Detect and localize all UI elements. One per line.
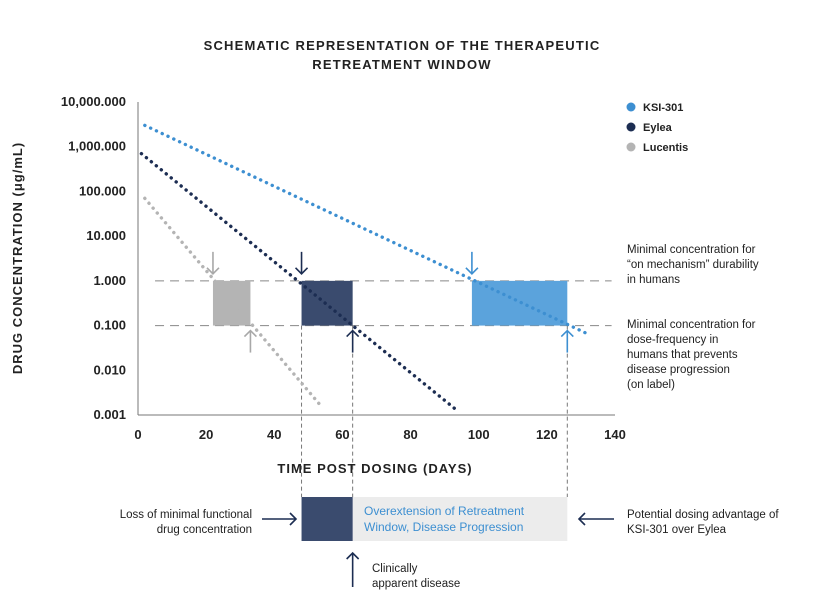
overextension-text-line-0: Overextension of Retreatment [364,504,525,518]
marker-arrow-down-4 [466,252,478,274]
bottom-note-line-1: apparent disease [372,578,461,590]
bottom-panel [120,497,780,590]
reference-annotation-1-line-2: humans that prevents [627,349,738,361]
series-line-lucentis [145,198,322,407]
x-tick-label-4: 80 [403,427,418,442]
legend-label-lucentis: Lucentis [643,142,689,154]
y-tick-label-2: 100.000 [79,183,126,199]
marker-arrow-down-2 [296,252,308,274]
chart-title-line-1: SCHEMATIC REPRESENTATION OF THE THERAPEUTIC [203,38,601,53]
x-tick-label-0: 0 [134,427,142,442]
y-tick-label-5: 0.100 [93,317,126,333]
legend [627,102,689,154]
marker-arrow-down-0 [207,252,219,274]
y-tick-label-6: 0.010 [93,362,126,378]
clinical-disease-arrow [347,553,359,587]
reference-annotation-0-line-0: Minimal concentration for [627,244,756,256]
right-note-arrow [579,513,614,525]
x-tick-label-2: 40 [267,427,282,442]
x-tick-label-3: 60 [335,427,350,442]
x-axis-label: TIME POST DOSING (DAYS) [277,461,473,476]
x-tick-label-6: 120 [536,427,558,442]
reference-annotation-0-line-1: “on mechanism” durability [627,259,759,271]
reference-annotation-1-line-0: Minimal concentration for [627,319,756,331]
x-tick-labels [134,427,625,442]
series-line-eylea [141,154,458,412]
legend-label-eylea: Eylea [643,122,672,134]
left-note-arrow [262,513,296,525]
left-note-line-1: drug concentration [156,524,252,536]
bottom-note-line-0: Clinically [372,563,418,575]
y-tick-label-4: 1.000 [93,272,126,288]
y-axis-label: DRUG CONCENTRATION (μg/mL) [10,141,25,375]
right-note-line-0: Potential dosing advantage of [627,509,779,521]
window-blocks [213,281,567,326]
overextension-text-line-1: Window, Disease Progression [364,520,524,534]
series-line-ksi-301 [145,125,588,334]
reference-annotation-1-line-3: disease progression [627,364,730,376]
reference-annotation-1-line-1: dose-frequency in [627,334,719,346]
y-tick-labels [61,94,126,422]
reference-annotation-0-line-2: in humans [627,274,681,286]
right-note-line-1: KSI-301 over Eylea [627,524,727,536]
eylea-loss-block [302,497,353,541]
y-tick-label-1: 1,000.000 [68,138,126,154]
legend-marker-lucentis [627,143,636,152]
x-tick-label-1: 20 [198,427,214,442]
x-tick-label-5: 100 [467,427,490,442]
left-note-line-0: Loss of minimal functional [119,509,252,521]
reference-annotation-1-line-4: (on label) [627,379,675,391]
legend-marker-ksi-301 [627,103,636,112]
reference-annotations [627,244,759,391]
legend-label-ksi-301: KSI-301 [643,102,684,114]
marker-arrow-up-5 [561,331,573,353]
legend-marker-eylea [627,123,636,132]
y-tick-label-3: 10.000 [86,228,126,244]
marker-arrow-up-3 [347,331,359,353]
chart-title-line-2: RETREATMENT WINDOW [312,57,492,72]
y-tick-label-0: 10,000.000 [60,94,126,109]
marker-arrow-up-1 [244,331,256,353]
y-tick-label-7: 0.001 [93,407,126,422]
x-tick-label-7: 140 [604,427,626,442]
